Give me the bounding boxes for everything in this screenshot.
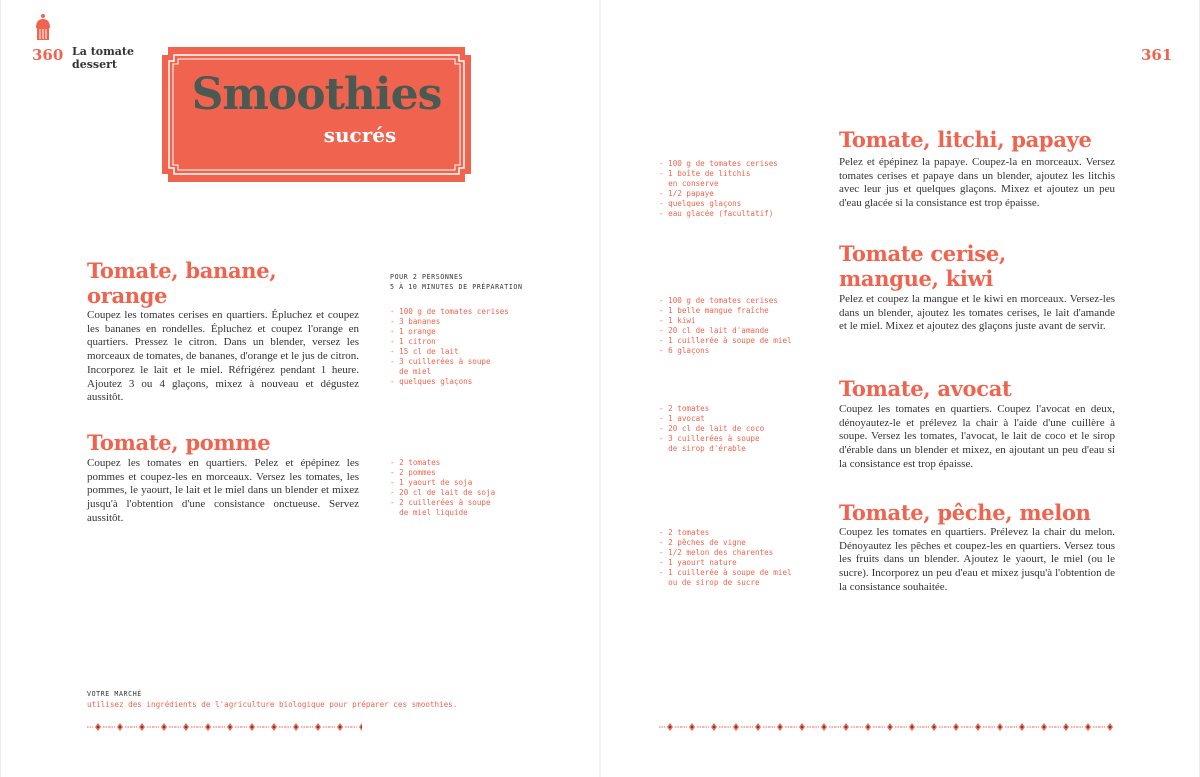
- ingredient-item: - quelques glaçons: [659, 199, 742, 208]
- ornament-border-right: [659, 722, 1114, 732]
- ingredient-item: - 15 cl de lait: [390, 347, 459, 356]
- ingredient-item: - 1 yaourt de soja: [390, 478, 473, 487]
- ingredient-item: ou de sirop de sucre: [659, 578, 760, 587]
- ingredient-item: de sirop d'érable: [659, 444, 746, 453]
- ingredient-item: - 2 pêches de vigne: [659, 538, 746, 547]
- recipe-body-litchi: Pelez et épépinez la papaye. Coupez-la en morceaux. Versez tomates cerises et papaye dans un blender, ajoutez les litchis avec leur jus et quelques glaçons. Mixez et ajoutez un peu d'eau glacée si la consistance est trop épaisse.: [839, 156, 1115, 210]
- ingredient-item: - 2 tomates: [659, 528, 710, 537]
- page-number-left: 360: [32, 46, 64, 64]
- ingredients-avocat: [659, 404, 764, 454]
- ingredient-item: - 100 g de tomates cerises: [390, 307, 509, 316]
- recipe-title-kiwi: Tomate cerise, mangue, kiwi: [839, 241, 1006, 291]
- recipe-title-pomme: Tomate, pomme: [87, 430, 271, 455]
- recipe-body-pomme: Coupez les tomates en quartiers. Pelez et épépinez les pommes et coupez-les en morceaux. Versez les tomates, les pommes, le yaourt, le lait et le miel dans un blender et mixez jusqu'à l'obtention d'une consistance onctueuse. Servez aussitôt.: [87, 457, 359, 524]
- ingredients-banane: [390, 307, 509, 387]
- ingredient-item: - 1/2 melon des charentes: [659, 548, 774, 557]
- recipe-title-melon: Tomate, pêche, melon: [839, 500, 1091, 525]
- ingredient-item: - 20 cl de lait d'amande: [659, 326, 769, 335]
- prep-time: 5 À 10 MINUTES DE PRÉPARATION: [390, 283, 523, 291]
- ingredient-item: de miel: [390, 367, 432, 376]
- servings-meta: [390, 272, 523, 292]
- ingredient-item: - 2 cuillerées à soupe: [390, 498, 491, 507]
- ingredients-litchi: [659, 159, 778, 219]
- ingredient-item: - 6 glaçons: [659, 346, 710, 355]
- ingredients-pomme: [390, 458, 495, 518]
- ornament-border-left: [87, 722, 362, 732]
- ingredients-melon: [659, 528, 792, 588]
- market-label: VOTRE MARCHÉ: [87, 690, 142, 698]
- ingredient-item: - 1/2 papaye: [659, 189, 714, 198]
- ingredient-item: - 2 pommes: [390, 468, 436, 477]
- ingredient-item: - 3 bananes: [390, 317, 441, 326]
- recipe-title-banane: Tomate, banane, orange: [87, 258, 277, 308]
- ingredient-item: - 1 kiwi: [659, 316, 696, 325]
- ingredients-kiwi: [659, 296, 792, 356]
- ingredient-item: de miel liquide: [390, 508, 468, 517]
- ingredient-item: - 20 cl de lait de coco: [659, 424, 765, 433]
- ingredient-item: - 1 cuillerée à soupe de miel: [659, 568, 792, 577]
- page-subtitle: sucrés: [323, 123, 397, 147]
- ingredient-item: - 1 belle mangue fraîche: [659, 306, 769, 315]
- page-title: Smoothies: [191, 69, 442, 120]
- ingredient-item: - 20 cl de lait de soja: [390, 488, 496, 497]
- servings: POUR 2 PERSONNES: [390, 273, 464, 281]
- running-head: La tomate dessert: [72, 45, 134, 71]
- ingredient-item: - 1 avocat: [659, 414, 705, 423]
- ingredient-item: - 100 g de tomates cerises: [659, 296, 778, 305]
- ingredient-item: - eau glacée (facultatif): [659, 209, 774, 218]
- recipe-body-melon: Coupez les tomates en quartiers. Prélevez la chair du melon. Dénoyautez les pêches et coupez-les en quartiers. Versez tous les fruits dans un blender. Ajoutez le yaourt, le miel (ou le sucre). Incorporez un peu d'eau et mixez jusqu'à l'obtention de la consistance souhaitée.: [839, 526, 1115, 593]
- ingredient-item: - 1 cuillerée à soupe de miel: [659, 336, 792, 345]
- market-text: utilisez des ingrédients de l'agriculture biologique pour préparer ces smoothies.: [87, 700, 458, 709]
- recipe-title-litchi: Tomate, litchi, papaye: [839, 127, 1092, 152]
- book-gutter: [599, 0, 601, 777]
- ingredient-item: - 3 cuillerées à soupe: [390, 357, 491, 366]
- ingredient-item: - 1 boîte de litchis: [659, 169, 751, 178]
- recipe-body-kiwi: Pelez et coupez la mangue et le kiwi en morceaux. Versez-les dans un blender, ajoutez les tomates cerises, le lait d'amande et le miel. Mixez et ajoutez des glaçons juste avant de servir.: [839, 293, 1115, 333]
- ingredient-item: - 2 tomates: [390, 458, 441, 467]
- recipe-title-avocat: Tomate, avocat: [839, 376, 1012, 401]
- ingredient-item: - 2 tomates: [659, 404, 710, 413]
- recipe-body-banane: Coupez les tomates cerises en quartiers. Épluchez et coupez les bananes en rondelles. Épluchez et coupez l'orange en quartiers. Pressez le citron. Dans un blender, versez les morceaux de tomates, de bananes, d'orange et le jus de citron. Incorporez le lait et le miel. Réfrigérez pendant 1 heure. Ajoutez 3 ou 4 glaçons, mixez à nouveau et dégustez aussitôt.: [87, 309, 359, 404]
- ingredient-item: - 100 g de tomates cerises: [659, 159, 778, 168]
- ingredient-item: - quelques glaçons: [390, 377, 473, 386]
- ingredient-item: - 1 orange: [390, 327, 436, 336]
- ingredient-item: - 1 yaourt nature: [659, 558, 737, 567]
- cupcake-icon: [34, 12, 52, 46]
- page-number-right: 361: [1141, 46, 1173, 64]
- ingredient-item: en conserve: [659, 179, 719, 188]
- recipe-body-avocat: Coupez les tomates en quartiers. Coupez l'avocat en deux, dénoyautez-le et prélevez la chair à l'aide d'une cuillère à soupe. Versez les tomates, l'avocat, le lait de coco et le sirop d'érable dans un blender et mixez, en ajoutant un peu d'eau si la consistance est trop épaisse.: [839, 403, 1115, 470]
- title-frame: [158, 43, 475, 186]
- left-page-edge: [0, 0, 1, 777]
- ingredient-item: - 3 cuillerées à soupe: [659, 434, 760, 443]
- ingredient-item: - 1 citron: [390, 337, 436, 346]
